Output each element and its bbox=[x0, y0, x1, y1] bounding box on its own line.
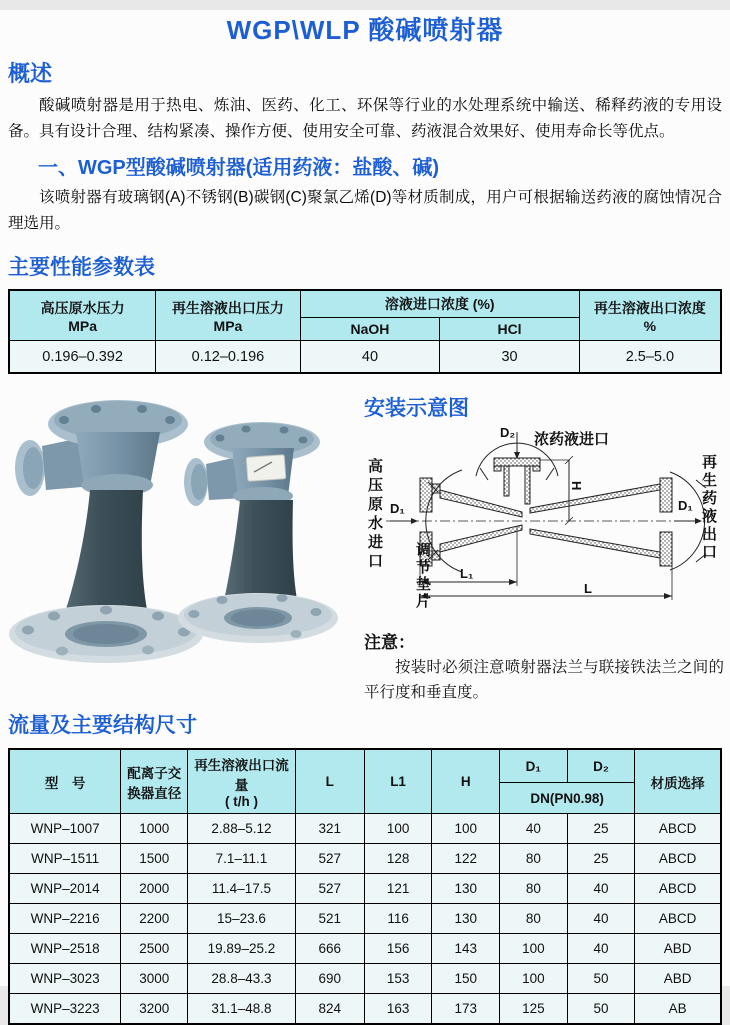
col-l1: L1 bbox=[364, 749, 432, 814]
col-outlet-flow bbox=[188, 749, 296, 814]
col-naoh: NaOH bbox=[300, 318, 440, 341]
header-unit: % bbox=[643, 317, 657, 334]
dim-d1-right-label: D₁ bbox=[678, 498, 693, 513]
col-dn: DN(PN0.98) bbox=[500, 783, 635, 814]
table-cell: 50 bbox=[567, 964, 635, 994]
col-d1: D₁ bbox=[500, 749, 568, 783]
table-cell: 25 bbox=[567, 814, 635, 844]
table-cell: 150 bbox=[432, 964, 500, 994]
table-cell: 163 bbox=[364, 994, 432, 1025]
note-title: 注意： bbox=[364, 633, 415, 652]
table-cell: 125 bbox=[500, 994, 568, 1025]
table-cell: 40 bbox=[567, 874, 635, 904]
table-cell: 824 bbox=[295, 994, 364, 1025]
table-cell: 50 bbox=[567, 994, 635, 1025]
table-cell: WNP–2014 bbox=[9, 874, 121, 904]
document-page bbox=[0, 10, 730, 1016]
table-cell: 3000 bbox=[121, 964, 188, 994]
table-cell: 3200 bbox=[121, 994, 188, 1025]
table-cell: ABCD bbox=[635, 844, 721, 874]
table-cell: 19.89–25.2 bbox=[188, 934, 296, 964]
regen-outlet-label: 再生药液出口 bbox=[700, 454, 717, 562]
table-row bbox=[9, 341, 721, 374]
table-cell: 666 bbox=[295, 934, 364, 964]
table-cell: 80 bbox=[500, 874, 568, 904]
overview-paragraph: 酸碱喷射器是用于热电、炼油、医药、化工、环保等行业的水处理系统中输送、稀释药液的专用设备。具有设计合理、结构紧凑、操作方便、使用安全可靠、药液混合效果好、使用寿命长等优点。 bbox=[8, 97, 722, 140]
table-cell: 40 bbox=[300, 341, 440, 374]
table-cell: AB bbox=[635, 994, 721, 1025]
table-cell: 30 bbox=[440, 341, 580, 374]
table-cell: 690 bbox=[295, 964, 364, 994]
table-row bbox=[9, 964, 721, 994]
table-cell: WNP–3223 bbox=[9, 994, 121, 1025]
table-cell: 2500 bbox=[121, 934, 188, 964]
table-cell: 31.1–48.8 bbox=[188, 994, 296, 1025]
table-cell: 321 bbox=[295, 814, 364, 844]
table-cell: 100 bbox=[500, 964, 568, 994]
table-cell: ABCD bbox=[635, 904, 721, 934]
table-row bbox=[9, 904, 721, 934]
header-label: 高压原水压力 bbox=[40, 299, 125, 316]
dim-h-label: H bbox=[569, 481, 584, 491]
performance-table-heading: 主要性能参数表 bbox=[8, 256, 155, 279]
table-cell: 0.12–0.196 bbox=[156, 341, 301, 374]
table-header-row bbox=[9, 290, 721, 318]
col-model: 型 号 bbox=[9, 749, 121, 814]
dim-d2-label: D₂ bbox=[500, 425, 516, 440]
middle-section bbox=[0, 384, 730, 705]
table-cell: 130 bbox=[432, 874, 500, 904]
table-cell: 153 bbox=[364, 964, 432, 994]
table-cell: 173 bbox=[432, 994, 500, 1025]
table-row bbox=[9, 934, 721, 964]
dim-l-label: L bbox=[584, 581, 592, 596]
table-cell: ABCD bbox=[635, 874, 721, 904]
material-paragraph: 该喷射器有玻璃钢(A)不锈钢(B)碳钢(C)聚氯乙烯(D)等材质制成，用户可根据输送药液的腐蚀情况合理选用。 bbox=[8, 189, 722, 232]
table-cell: 130 bbox=[432, 904, 500, 934]
table-cell: 100 bbox=[364, 814, 432, 844]
table-row bbox=[9, 874, 721, 904]
table-cell: WNP–1511 bbox=[9, 844, 121, 874]
table-cell: 128 bbox=[364, 844, 432, 874]
header-unit: MPa bbox=[68, 317, 97, 334]
table-cell: 15–23.6 bbox=[188, 904, 296, 934]
col-h: H bbox=[432, 749, 500, 814]
table-cell: 0.196–0.392 bbox=[9, 341, 156, 374]
performance-table bbox=[8, 289, 722, 374]
table-cell: WNP–2216 bbox=[9, 904, 121, 934]
overview-heading: 概述 bbox=[8, 61, 53, 86]
header-label: 再生溶液出口浓度 bbox=[593, 299, 706, 316]
concentrate-inlet-label: 浓药液进口 bbox=[534, 431, 610, 448]
table-cell: 122 bbox=[432, 844, 500, 874]
table-cell: 28.8–43.3 bbox=[188, 964, 296, 994]
table-cell: 1000 bbox=[121, 814, 188, 844]
table-cell: 40 bbox=[500, 814, 568, 844]
table-cell: 40 bbox=[567, 934, 635, 964]
table-cell: ABD bbox=[635, 964, 721, 994]
dim-d1-left-label: D₁ bbox=[390, 501, 405, 516]
table-cell: 80 bbox=[500, 844, 568, 874]
table-cell: 521 bbox=[295, 904, 364, 934]
page-title: WGP\WLP 酸碱喷射器 bbox=[226, 15, 504, 45]
table-row bbox=[9, 994, 721, 1025]
table-cell: 1500 bbox=[121, 844, 188, 874]
table-cell: WNP–1007 bbox=[9, 814, 121, 844]
table-cell: 2200 bbox=[121, 904, 188, 934]
col-hcl: HCl bbox=[440, 318, 580, 341]
table-cell: 100 bbox=[500, 934, 568, 964]
product-photo bbox=[0, 384, 352, 658]
table-cell: 116 bbox=[364, 904, 432, 934]
table-cell: 2.88–5.12 bbox=[188, 814, 296, 844]
table-cell: 25 bbox=[567, 844, 635, 874]
col-outlet-pressure bbox=[156, 290, 301, 341]
dimension-table bbox=[8, 748, 722, 1025]
table-row bbox=[9, 814, 721, 844]
header-label: 再生溶液出口压力 bbox=[171, 299, 284, 316]
table-cell: 143 bbox=[432, 934, 500, 964]
table-cell: 121 bbox=[364, 874, 432, 904]
table-cell: 11.4–17.5 bbox=[188, 874, 296, 904]
col-inlet-concentration: 溶液进口浓度 (%) bbox=[300, 290, 579, 318]
table-cell: 527 bbox=[295, 844, 364, 874]
installation-diagram bbox=[362, 426, 716, 618]
table-cell: 156 bbox=[364, 934, 432, 964]
table-cell: ABD bbox=[635, 934, 721, 964]
table-cell: 527 bbox=[295, 874, 364, 904]
shim-label: 调节垫片 bbox=[414, 542, 431, 610]
dimension-table-heading: 流量及主要结构尺寸 bbox=[8, 714, 197, 737]
table-cell: 2000 bbox=[121, 874, 188, 904]
table-cell: 100 bbox=[432, 814, 500, 844]
installation-section bbox=[352, 384, 730, 705]
header-unit: ( t/h ) bbox=[224, 794, 258, 809]
installation-heading: 安装示意图 bbox=[364, 397, 469, 420]
col-material: 材质选择 bbox=[635, 749, 721, 814]
dim-table-body bbox=[9, 814, 721, 1025]
col-raw-water-pressure bbox=[9, 290, 156, 341]
table-cell: ABCD bbox=[635, 814, 721, 844]
table-cell: 80 bbox=[500, 904, 568, 934]
dim-l1-label: L₁ bbox=[460, 566, 474, 581]
table-cell: WNP–2518 bbox=[9, 934, 121, 964]
note-body: 按装时必须注意喷射器法兰与联接铁法兰之间的平行度和垂直度。 bbox=[364, 659, 724, 701]
col-l: L bbox=[295, 749, 364, 814]
header-unit: MPa bbox=[213, 317, 243, 334]
raw-water-inlet-label: 高压原水进口 bbox=[366, 458, 383, 572]
col-d2: D₂ bbox=[567, 749, 635, 783]
table-cell: 40 bbox=[567, 904, 635, 934]
col-outlet-concentration bbox=[579, 290, 721, 341]
table-header-row bbox=[9, 749, 721, 783]
col-exchanger-diameter: 配离子交换器直径 bbox=[121, 749, 188, 814]
table-cell: 7.1–11.1 bbox=[188, 844, 296, 874]
wgp-subheading: 一、WGP型酸碱喷射器(适用药液：盐酸、碱) bbox=[38, 157, 440, 179]
ejector-photo-illustration bbox=[0, 384, 352, 658]
table-cell: WNP–3023 bbox=[9, 964, 121, 994]
header-label: 再生溶液出口流量 bbox=[194, 758, 289, 793]
table-cell: 2.5–5.0 bbox=[579, 341, 721, 374]
table-row bbox=[9, 844, 721, 874]
